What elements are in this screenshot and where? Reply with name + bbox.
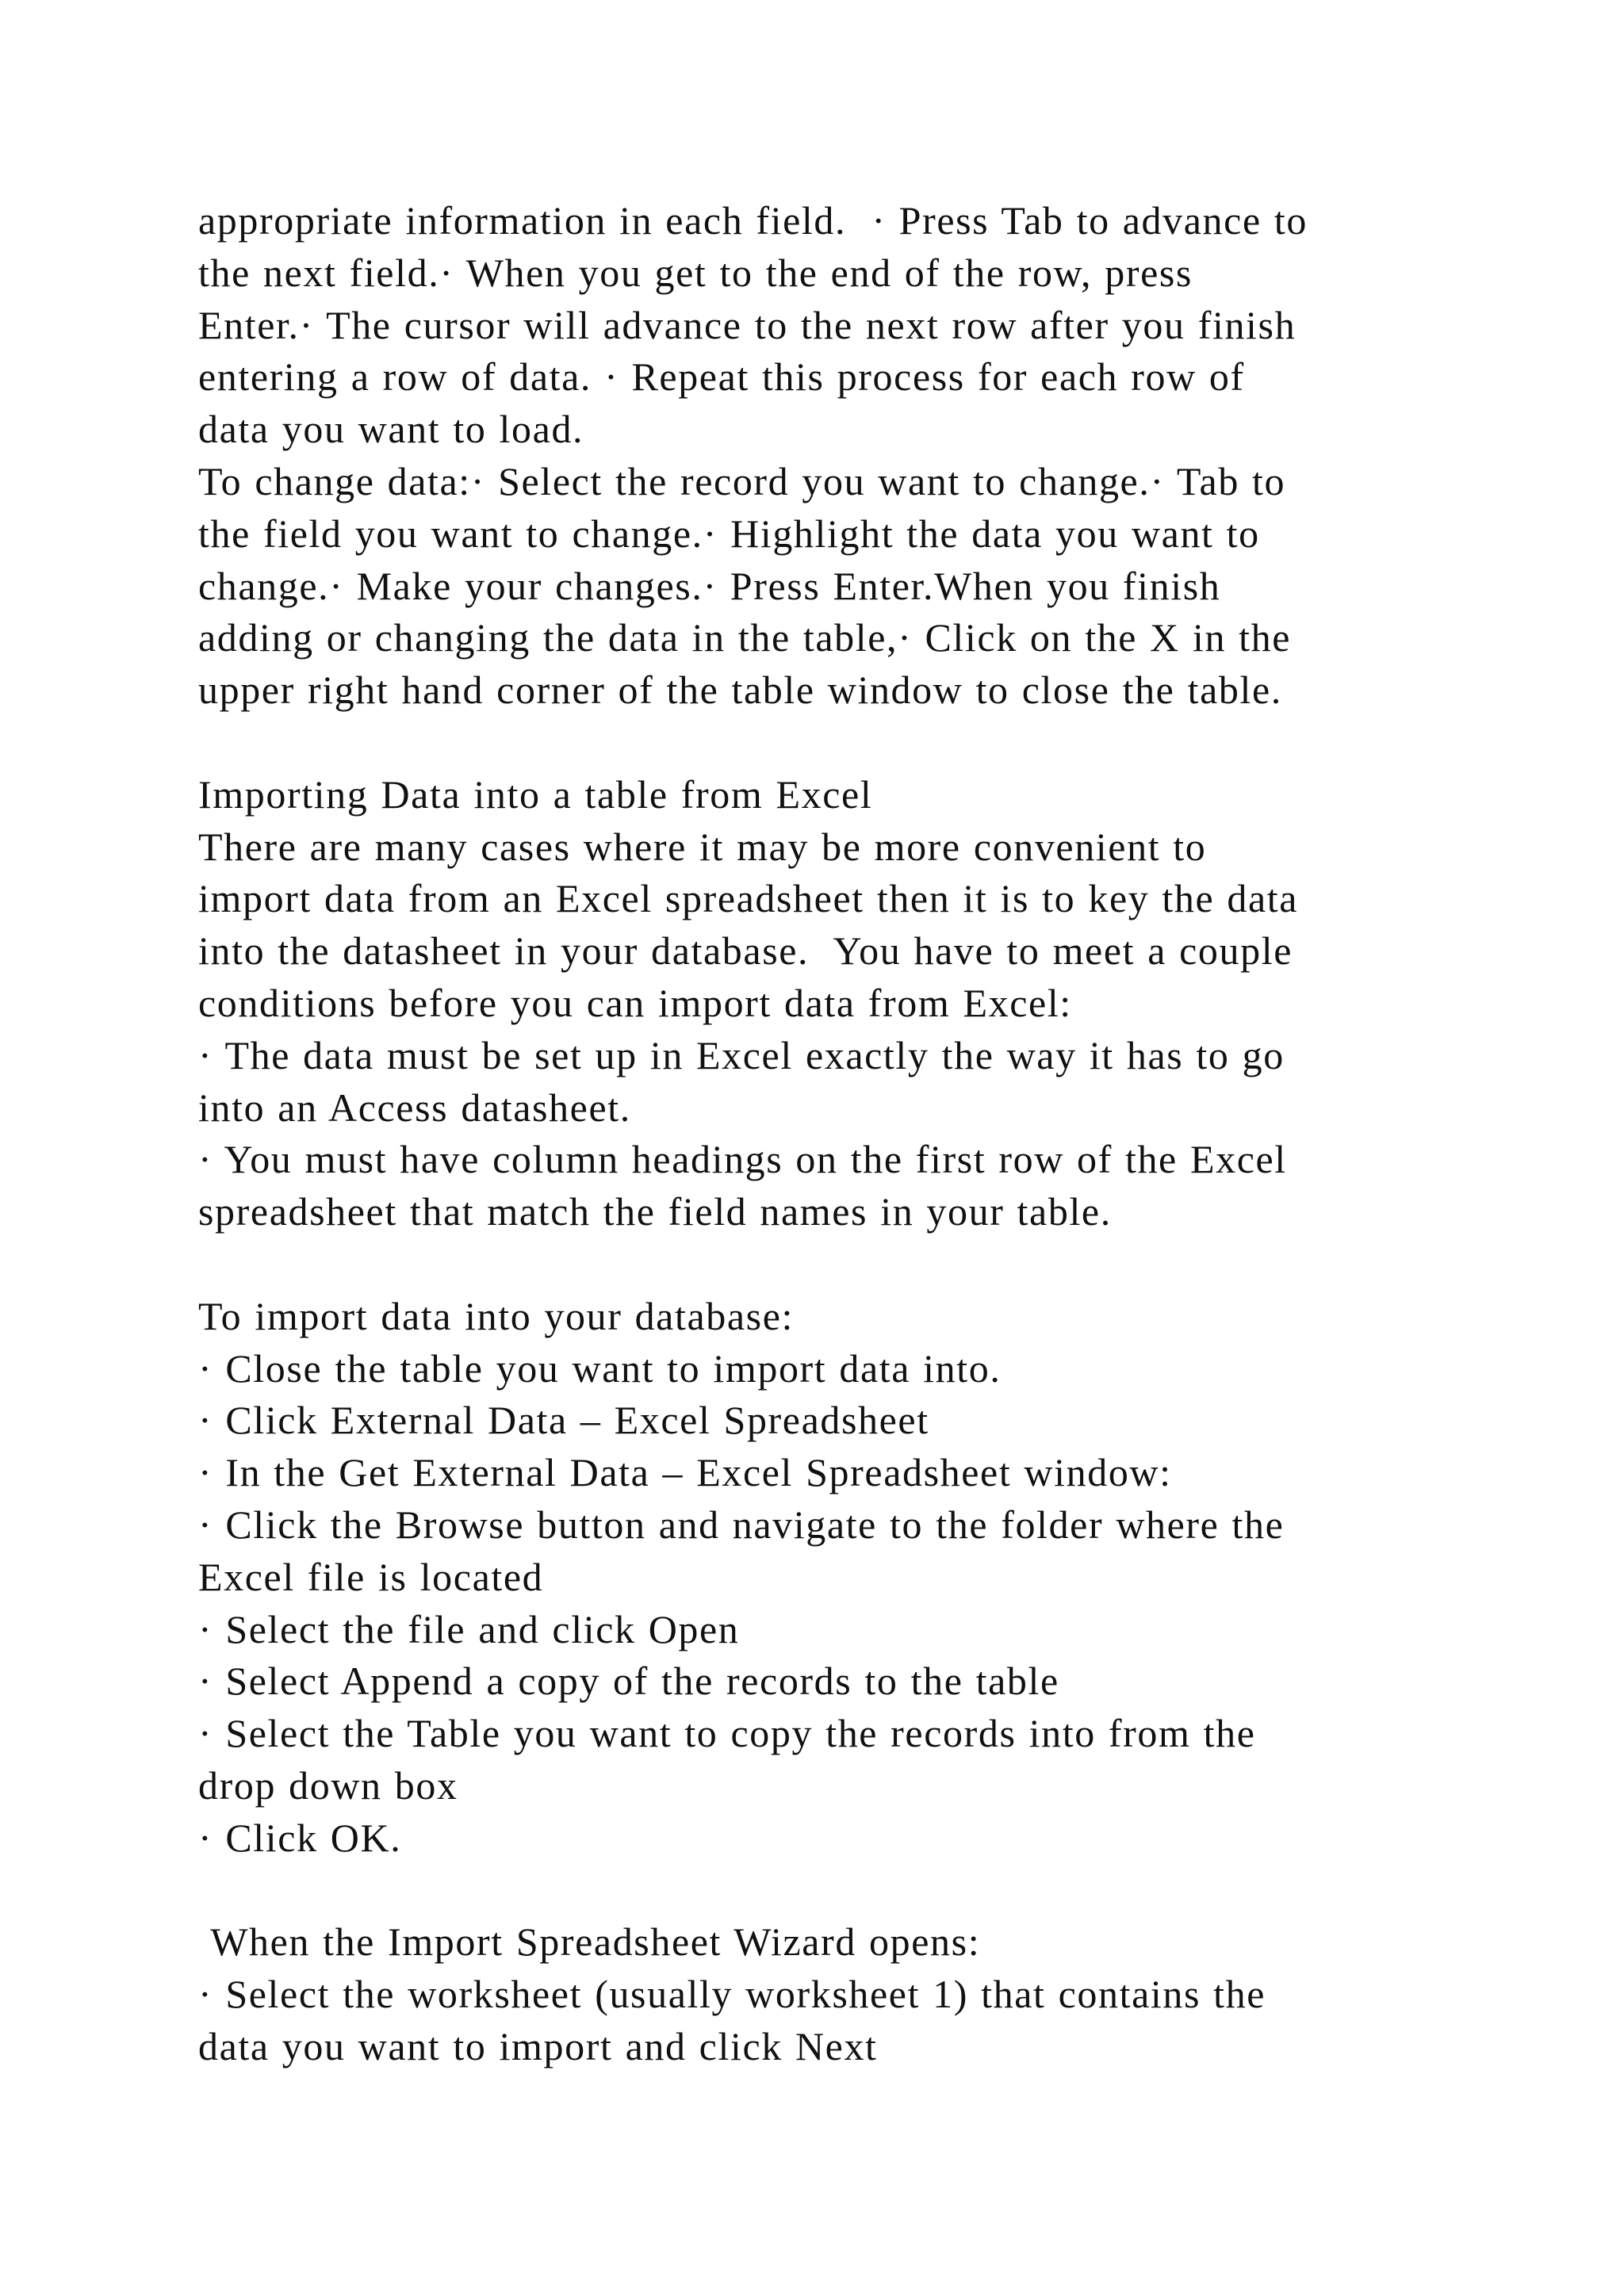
text-line: the next field.· When you get to the end of the row, press [198, 250, 1193, 295]
text-line: drop down box [198, 1762, 458, 1808]
bullet-line: · Click the Browse button and navigate to the folder where the [198, 1502, 1285, 1547]
text-line: change.· Make your changes.· Press Enter.When you finish [198, 563, 1221, 608]
text-line: data you want to load. [198, 407, 584, 452]
text-line: into the datasheet in your database. You have to meet a couple [198, 928, 1293, 974]
bullet-line: · Close the table you want to import data into. [198, 1345, 1002, 1391]
bullet-line: · Click External Data – Excel Spreadsheet [198, 1398, 929, 1443]
section-heading: To import data into your database: [198, 1293, 794, 1338]
bullet-line: · In the Get External Data – Excel Spreadsheet window: [198, 1450, 1172, 1495]
blank-line [198, 1865, 1546, 1917]
text-line: entering a row of data. · Repeat this process for each row of [198, 354, 1245, 400]
bullet-line: · Click OK. [198, 1815, 402, 1860]
text-line: appropriate information in each field. · Press Tab to advance to [198, 198, 1308, 243]
section-heading: When the Import Spreadsheet Wizard opens: [198, 1919, 981, 1965]
text-line: upper right hand corner of the table window to close the table. [198, 668, 1282, 713]
text-line: into an Access datasheet. [198, 1085, 631, 1130]
bullet-line: · Select the Table you want to copy the records into from the [198, 1711, 1256, 1756]
bullet-line: · The data must be set up in Excel exactly the way it has to go [198, 1032, 1285, 1077]
text-line: import data from an Excel spreadsheet then it is to key the data [198, 876, 1299, 921]
blank-line [198, 717, 1546, 769]
blank-line [198, 1238, 1546, 1291]
section-heading: Importing Data into a table from Excel [198, 771, 873, 817]
text-line: adding or changing the data in the table,· Click on the X in the [198, 615, 1292, 660]
text-line: To change data:· Select the record you want to change.· Tab to [198, 458, 1286, 503]
bullet-line: · Select the file and click Open [198, 1606, 740, 1651]
bullet-line: · Select Append a copy of the records to the table [198, 1659, 1059, 1704]
text-line: Enter.· The cursor will advance to the next row after you finish [198, 302, 1297, 347]
text-line: spreadsheet that match the field names in your table. [198, 1189, 1112, 1234]
document-page [198, 195, 1546, 2073]
text-line: There are many cases where it may be more convenient to [198, 824, 1207, 869]
text-line: the field you want to change.· Highlight the data you want to [198, 511, 1260, 556]
bullet-line: · Select the worksheet (usually worksheet 1) that contains the [198, 1972, 1266, 2017]
text-line: Excel file is located [198, 1554, 544, 1599]
bullet-line: · You must have column headings on the first row of the Excel [198, 1137, 1287, 1182]
text-line: conditions before you can import data from Excel: [198, 980, 1072, 1025]
text-line: data you want to import and click Next [198, 2023, 878, 2068]
